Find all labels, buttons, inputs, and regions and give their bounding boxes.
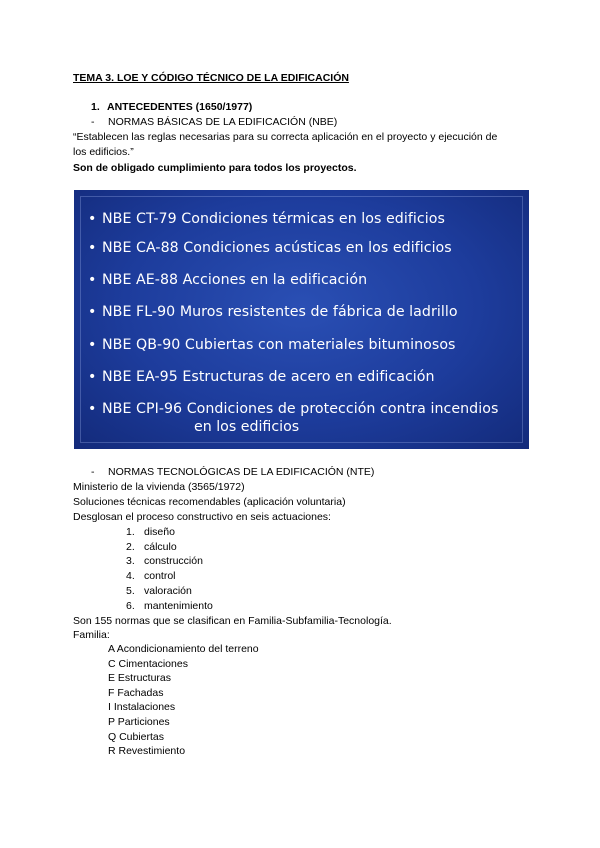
nte-line-3: Desglosan el proceso constructivo en seis actuaciones:: [73, 511, 331, 523]
step-item: [126, 570, 176, 582]
step-number: 3.: [126, 555, 135, 567]
slide-item-text: NBE CA-88 Condiciones acústicas en los edificios: [102, 240, 452, 256]
step-number: 1.: [126, 526, 135, 538]
slide-item: [88, 240, 452, 256]
section-label: ANTECEDENTES (1650/1977): [107, 101, 253, 113]
bullet: •: [88, 211, 97, 227]
step-item: [126, 585, 192, 597]
slide-item-text: NBE QB-90 Cubiertas con materiales bituminosos: [102, 337, 456, 353]
step-number: 2.: [126, 541, 135, 553]
bullet: •: [88, 369, 97, 385]
step-item: [126, 600, 213, 612]
step-label: construcción: [144, 555, 203, 567]
slide-item-continuation: en los edificios: [194, 419, 300, 435]
family-label: Familia:: [73, 629, 110, 641]
dash-marker: -: [91, 466, 95, 478]
dash-marker: -: [91, 116, 95, 128]
page-title: TEMA 3. LOE Y CÓDIGO TÉCNICO DE LA EDIFICACIÓN: [73, 72, 349, 84]
family-item: P Particiones: [108, 716, 170, 728]
family-item: F Fachadas: [108, 687, 164, 699]
nte-line-4: Son 155 normas que se clasifican en Familia-Subfamilia-Tecnología.: [73, 615, 392, 627]
step-label: control: [144, 570, 176, 582]
slide-item: [88, 337, 456, 353]
bullet: •: [88, 272, 97, 288]
family-item: I Instalaciones: [108, 701, 176, 713]
bullet: •: [88, 240, 97, 256]
step-label: cálculo: [144, 541, 177, 553]
slide-item: [88, 304, 458, 320]
family-item: Q Cubiertas: [108, 731, 165, 743]
step-number: 5.: [126, 585, 135, 597]
slide-item-text: NBE FL-90 Muros resistentes de fábrica de ladrillo: [102, 304, 458, 320]
nbe-quote-line-2: los edificios.”: [73, 146, 134, 158]
section-number: 1.: [91, 101, 100, 113]
section-heading: [91, 101, 252, 113]
slide-item: [88, 369, 435, 385]
slide-item: [88, 211, 445, 227]
slide-item-text: NBE EA-95 Estructuras de acero en edificación: [102, 369, 435, 385]
step-number: 6.: [126, 600, 135, 612]
nbe-mandatory: Son de obligado cumplimiento para todos los proyectos.: [73, 162, 357, 174]
nte-line-1: Ministerio de la vivienda (3565/1972): [73, 481, 245, 493]
step-item: [126, 541, 177, 553]
family-item: A Acondicionamiento del terreno: [108, 643, 259, 655]
step-label: valoración: [144, 585, 192, 597]
nbe-heading-text: NORMAS BÁSICAS DE LA EDIFICACIÓN (NBE): [108, 116, 338, 128]
nte-heading-text: NORMAS TECNOLÓGICAS DE LA EDIFICACIÓN (NTE): [108, 466, 375, 478]
nbe-quote-line-1: “Establecen las reglas necesarias para su correcta aplicación en el proyecto y ejecución de: [73, 131, 498, 143]
step-item: [126, 526, 175, 538]
slide-item-text: NBE CT-79 Condiciones térmicas en los edificios: [102, 211, 445, 227]
slide-item-text: NBE CPI-96 Condiciones de protección contra incendios: [102, 401, 499, 417]
step-label: mantenimiento: [144, 600, 213, 612]
step-item: [126, 555, 203, 567]
bullet: •: [88, 337, 97, 353]
bullet: •: [88, 401, 97, 417]
slide-item-text: NBE AE-88 Acciones en la edificación: [102, 272, 368, 288]
nte-heading: [91, 466, 374, 478]
bullet: •: [88, 304, 97, 320]
slide-item: [88, 401, 498, 417]
nbe-heading: [91, 116, 337, 128]
nbe-slide-image: [74, 190, 529, 449]
family-item: E Estructuras: [108, 672, 172, 684]
slide-item: [88, 272, 367, 288]
step-number: 4.: [126, 570, 135, 582]
nte-line-2: Soluciones técnicas recomendables (aplicación voluntaria): [73, 496, 346, 508]
step-label: diseño: [144, 526, 175, 538]
family-item: R Revestimiento: [108, 745, 186, 757]
family-item: C Cimentaciones: [108, 658, 188, 670]
